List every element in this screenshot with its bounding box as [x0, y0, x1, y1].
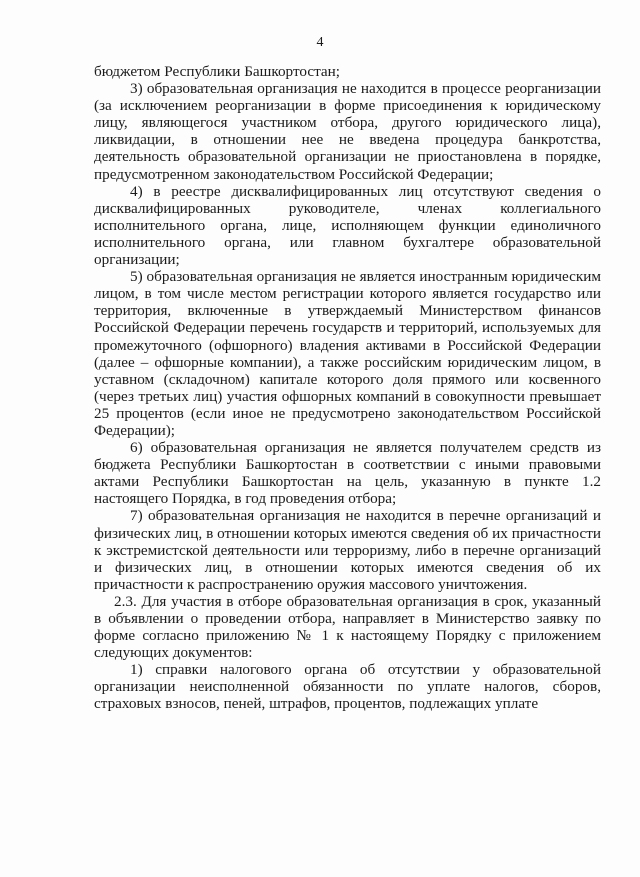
- page-number: 4: [316, 35, 324, 50]
- paragraph-item-7: 7) образовательная организация не находится в перечне организаций и физических лиц, в отношении которых имеются сведения об их причастности к экстремистской деятельности или терроризму, либо в перечне организаций и физических лиц, в отношении которых имеются сведения об их причастности к распространению оружия массового уничтожения.: [94, 507, 601, 593]
- paragraph-item-4: 4) в реестре дисквалифицированных лиц отсутствуют сведения о дисквалифицированных руководителе, членах коллегиального исполнительного органа, лице, исполняющем функции единоличного исполнительного органа, или главном бухгалтере образовательной организации;: [94, 182, 601, 269]
- paragraph-item-3: 3) образовательная организация не находится в процессе реорганизации (за исключением реорганизации в форме присоединения к юридическому лицу, являющегося участником отбора, другого юридического лица), ликвидации, в отношении нее не введена процедура банкротства, деятельность образовательной организации не приостановлена в порядке, предусмотренном законодательством Российской Федерации;: [94, 80, 601, 183]
- paragraph-item-6: 6) образовательная организация не является получателем средств из бюджета Республики Башкортостан в соответствии с иными правовыми актами Республики Башкортостан на цель, указанную в пункте 1.2 настоящего Порядка, в год проведения отбора;: [94, 439, 601, 508]
- paragraph-item-5: 5) образовательная организация не является иностранным юридическим лицом, в том числе местом регистрации которого является государство или территория, включенные в утверждаемый Министерством финансов Российской Федерации перечень государств и территорий, используемых для промежуточного (офшорного) владения активами в Российской Федерации (далее – офшорные компании), а также российским юридическим лицом, в уставном (складочном) капитале которого доля прямого или косвенного (через третьих лиц) участия офшорных компаний в совокупности превышает 25 процентов (если иное не предусмотрено законодательством Российской Федерации);: [94, 268, 601, 439]
- paragraph-section-2-3: 2.3. Для участия в отборе образовательная организация в срок, указанный в объявлении о проведении отбора, направляет в Министерство заявку по форме согласно приложению № 1 к настоящему Порядку с приложением следующих документов:: [94, 592, 601, 662]
- paragraph-document-1: 1) справки налогового органа об отсутствии у образовательной организации неисполненной обязанности по уплате налогов, сборов, страховых взносов, пеней, штрафов, процентов, подлежащих уплате: [94, 661, 601, 713]
- document-body: [94, 63, 601, 713]
- paragraph-continuation: бюджетом Республики Башкортостан;: [94, 63, 341, 80]
